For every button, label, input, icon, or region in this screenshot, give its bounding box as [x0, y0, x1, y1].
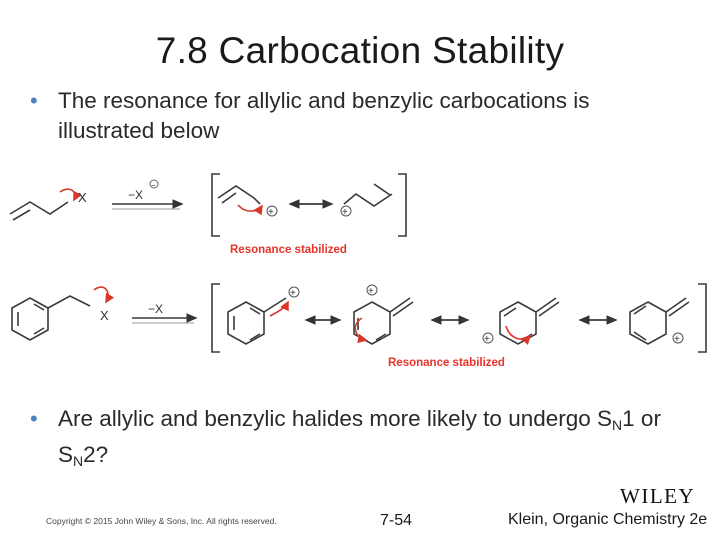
bracket-right [398, 174, 406, 236]
copyright-notice: Copyright © 2015 John Wiley & Sons, Inc. All rights reserved. [46, 516, 277, 526]
benzyl-halide-structure [12, 296, 90, 340]
book-citation: Klein, Organic Chemistry 2e [508, 511, 708, 528]
curved-arrow-pi-shift [355, 318, 366, 340]
bullet-dot: • [30, 406, 38, 431]
plus-sign: + [674, 334, 680, 345]
resonance-label-benzylic: Resonance stabilized [388, 357, 505, 369]
minus-sign: − [151, 181, 156, 190]
bracket-left [212, 284, 220, 352]
question-prefix: Are allylic and benzylic halides more likely to undergo [58, 406, 598, 431]
leaving-group-label: X [100, 308, 109, 323]
bullet-dot: • [30, 88, 38, 113]
plus-sign: + [290, 288, 296, 299]
loss-of-x-label: −X [128, 188, 144, 202]
sn2-subscript: N [73, 453, 84, 469]
resonance-label-allylic: Resonance stabilized [230, 244, 347, 256]
allylic-row [10, 174, 406, 236]
plus-sign: + [342, 207, 348, 218]
plus-sign: + [484, 334, 490, 345]
allyl-cation-1 [218, 186, 260, 204]
slide-title: 7.8 Carbocation Stability [155, 30, 565, 71]
question-end: 2? [83, 442, 109, 467]
page-number: 7-54 [380, 512, 413, 529]
curved-arrow-pi-shift [270, 302, 288, 316]
curved-arrow-pi-shift [238, 205, 262, 211]
benzyl-cation-2 [354, 298, 413, 344]
loss-of-x-label: −X [148, 302, 164, 316]
wiley-logo: WILEY [620, 484, 696, 508]
plus-sign: + [368, 286, 374, 297]
bracket-left [212, 174, 220, 236]
benzyl-cation-1 [228, 298, 286, 344]
curved-arrow-leaving [94, 287, 108, 302]
sn1-s: S [597, 406, 613, 431]
benzyl-cation-4 [630, 298, 689, 344]
benzylic-row [12, 284, 706, 352]
curved-arrow-leaving [60, 189, 75, 200]
allyl-halide-structure [10, 202, 68, 220]
sn2-s: S [58, 442, 74, 467]
leaving-group-label: X [78, 190, 87, 205]
plus-sign: + [268, 207, 274, 218]
bullet-text: The resonance for allylic and benzylic carbocations is illustrated below [58, 88, 590, 143]
bracket-right [698, 284, 706, 352]
sn1-subscript: N [612, 417, 623, 433]
question-mid: 1 or [622, 406, 661, 431]
allyl-cation-2 [344, 184, 392, 206]
